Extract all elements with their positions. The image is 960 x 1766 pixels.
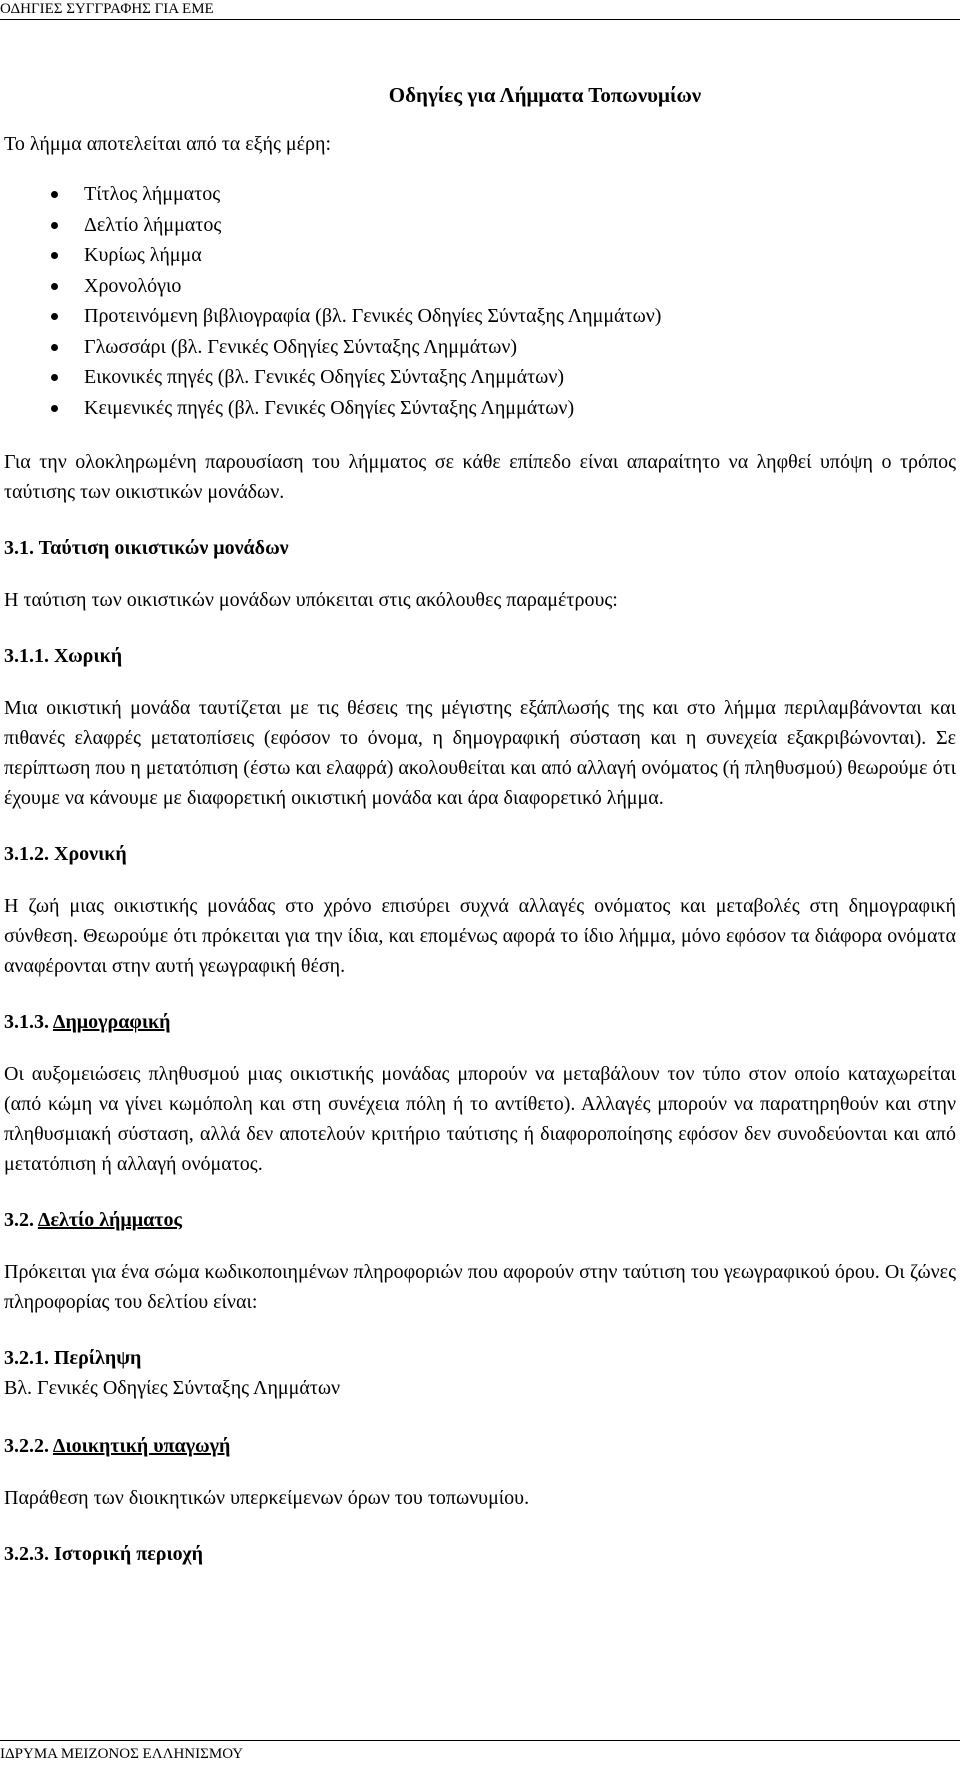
section-3-2-2-heading: [4, 1431, 956, 1461]
section-3-2-heading: [4, 1205, 956, 1235]
list-item: Τίτλος λήμματος: [4, 179, 956, 210]
header-rule: [0, 19, 960, 20]
overview-paragraph: Για την ολοκληρωμένη παρουσίαση του λήμματος σε κάθε επίπεδο είναι απαραίτητο να ληφθεί υπόψη ο τρόπος ταύτισης των οικιστικών μονάδων.: [4, 451, 956, 503]
section-3-1-3-heading: [4, 1007, 956, 1037]
section-3-2-2-number: 3.2.2.: [4, 1435, 53, 1457]
list-item: Χρονολόγιο: [4, 271, 956, 302]
list-item: Προτεινόμενη βιβλιογραφία (βλ. Γενικές Οδηγίες Σύνταξης Λημμάτων): [4, 301, 956, 332]
section-3-1-text: Η ταύτιση των οικιστικών μονάδων υπόκειται στις ακόλουθες παραμέτρους:: [4, 589, 618, 611]
list-item: Δελτίο λήμματος: [4, 210, 956, 241]
section-3-2-2-title: Διοικητική υπαγωγή: [52, 1435, 231, 1457]
parts-list: [4, 179, 956, 423]
section-3-2-number: 3.2.: [4, 1209, 38, 1231]
footer-rule: [0, 1740, 960, 1741]
section-3-1-2-heading: 3.1.2. Χρονική: [4, 843, 127, 865]
section-3-1-heading: 3.1. Ταύτιση οικιστικών μονάδων: [4, 537, 289, 559]
section-3-1-1-text: Μια οικιστική μονάδα ταυτίζεται με τις θέσεις της μέγιστης εξάπλωσής της και στο λήμμα περιλαμβάνονται και πιθανές ελαφρές μετατοπίσεις (εφόσον το όνομα, η δημογραφική σύσταση και η συνεχεία εξακριβώνονται). Σε περίπτωση που η μετατόπιση (έστω και ελαφρά) ακολουθείται και από αλλαγή ονόματος (ή πληθυσμού) θεωρούμε ότι έχουμε να κάνουμε με διαφορετική οικιστική μονάδα και άρα διαφορετικό λήμμα.: [4, 697, 956, 809]
section-3-1-3-number: 3.1.3.: [4, 1011, 53, 1033]
section-3-2-3-heading: 3.2.3. Ιστορική περιοχή: [4, 1543, 204, 1565]
section-3-1-3-text: Οι αυξομειώσεις πληθυσμού μιας οικιστικής μονάδας μπορούν να μεταβάλουν τον τύπο στον οποίο καταχωρείται (από κώμη να γίνει κωμόπολη και στη συνέχεια πόλη ή το αντίθετο). Αλλαγές μπορούν να παρατηρηθούν και στην πληθυσμιακή σύσταση, αλλά δεν αποτελούν κριτήριο ταύτισης ή διαφοροποίησης εφόσον δεν συνοδεύονται και από μετατόπιση ή αλλαγή ονόματος.: [4, 1063, 956, 1175]
list-item: Κειμενικές πηγές (βλ. Γενικές Οδηγίες Σύνταξης Λημμάτων): [4, 393, 956, 424]
section-3-2-title: Δελτίο λήμματος: [37, 1209, 182, 1231]
running-footer: ΙΔΡΥΜΑ ΜΕΙΖΟΝΟΣ ΕΛΛΗΝΙΣΜΟΥ: [0, 1746, 244, 1762]
section-3-2-1-heading: 3.2.1. Περίληψη: [4, 1347, 142, 1369]
list-item: Κυρίως λήμμα: [4, 240, 956, 271]
section-3-2-2-text: Παράθεση των διοικητικών υπερκείμενων όρων του τοπωνυμίου.: [4, 1487, 530, 1509]
document-body: [4, 80, 956, 1591]
running-header: ΟΔΗΓΙΕΣ ΣΥΓΓΡΑΦΗΣ ΓΙΑ ΕΜΕ: [0, 1, 214, 17]
document-title: Οδηγίες για Λήμματα Τοπωνυμίων: [388, 83, 702, 107]
section-3-1-3-title: Δημογραφική: [52, 1011, 171, 1033]
list-item: Γλωσσάρι (βλ. Γενικές Οδηγίες Σύνταξης Λημμάτων): [4, 332, 956, 363]
section-3-2-1-text: Βλ. Γενικές Οδηγίες Σύνταξης Λημμάτων: [4, 1377, 341, 1399]
section-3-2-text: Πρόκειται για ένα σώμα κωδικοποιημένων πληροφοριών που αφορούν στην ταύτιση του γεωγραφικού όρου. Οι ζώνες πληροφορίας του δελτίου είναι:: [4, 1261, 956, 1313]
list-item: Εικονικές πηγές (βλ. Γενικές Οδηγίες Σύνταξης Λημμάτων): [4, 362, 956, 393]
intro-text: Το λήμμα αποτελείται από τα εξής μέρη:: [4, 133, 332, 155]
section-3-1-2-text: Η ζωή μιας οικιστικής μονάδας στο χρόνο επισύρει συχνά αλλαγές ονόματος και μεταβολές στη δημογραφική σύνθεση. Θεωρούμε ότι πρόκειται για την ίδια, και επομένως αφορά το ίδιο λήμμα, μόνο εφόσον τα διάφορα ονόματα αναφέρονται στην αυτή γεωγραφική θέση.: [4, 895, 956, 977]
section-3-1-1-heading: 3.1.1. Χωρική: [4, 645, 123, 667]
